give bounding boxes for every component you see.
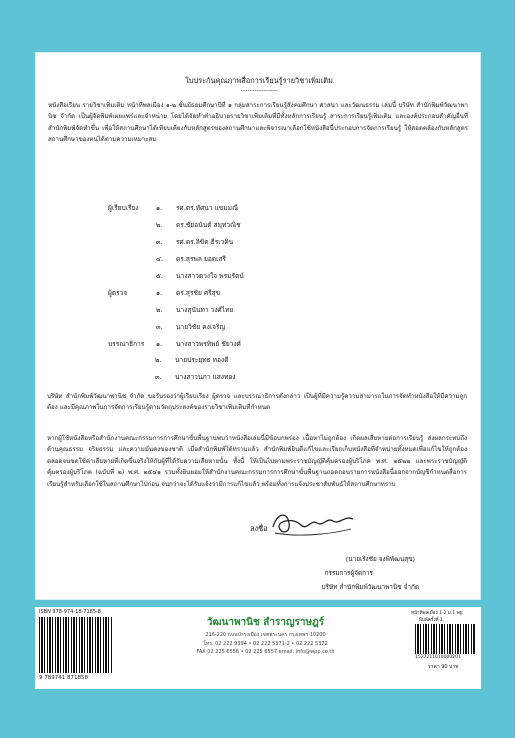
title-separator: ----------------	[240, 86, 278, 94]
reviewer-name: นายวิชัย คงเจริญ	[176, 323, 226, 331]
author-number: ๒.	[156, 221, 163, 229]
publisher-address: 216-220 ถนนบำรุงเมือง เขตพระนคร กรุงเทพฯ 10200	[205, 632, 326, 638]
isbn-barcode	[39, 617, 113, 673]
intro-paragraph: หนังสือเรียน รายวิชาเพิ่มเติม หน้าที่พลเมือง ๑-๒ ชั้นมัธยมศึกษาปีที่ ๑ กลุ่มสาระการเรียนรู้สังคมศึกษา ศาสนา และวัฒนธรรม เล่มนี้ บริษัท สำนักพิมพ์วัฒนาพานิช จำกัด เป็นผู้จัดพิมพ์เผยแพร่และจำหน่าย โดยได้จัดทำคำอธิบายรายวิชาเพิ่มเติมที่มีทั้งหลักการเรียนรู้ สาระการเรียนรู้เพิ่มเติม และองค์ประกอบสำคัญอื่นที่สำนักพิมพ์จัดทำขึ้น เพื่อให้สถานศึกษาได้เทียบเคียงกับหลักสูตรของสถานศึกษาและพิจารณาเลือกใช้หนังสือนี้ประกอบการจัดการเรียนรู้ ให้สอดคล้องกับหลักสูตรสถานศึกษาของตนได้ตามความเหมาะสม	[48, 102, 468, 144]
editor-name: นางสาวนภา แสงทอง	[175, 373, 236, 381]
reviewers-role-label: ผู้ตรวจ	[108, 289, 128, 297]
editor-number: ๒.	[155, 356, 162, 364]
author-number: ๔.	[156, 255, 164, 263]
authors-role-label: ผู้เรียบเรียง	[108, 204, 139, 212]
liability-paragraph: หากผู้ใช้หนังสือหรือสำนักงานคณะกรรมการการศึกษาขั้นพื้นฐานพบว่าหนังสือเล่มนี้มีข้อบกพร่อง เนื้อหาไม่ถูกต้อง เกิดผลเสียหายต่อการเรียนรู้ ส่งผลกระทบถึงด้านคุณธรรม จริยธรรม และความมั่นคงของชาติ เมื่อสำนักพิมพ์ได้ทราบแล้ว สำนักพิมพ์ยินดีแก้ไขและเรียกเก็บหนังสือที่จำหน่ายทั้งหมดเพื่อแก้ไขให้ถูกต้อง ตลอดจนชดใช้ค่าเสียหายที่เกิดขึ้นจริงให้กับผู้ที่ได้รับความเสียหายนั้น ทั้งนี้ ให้เป็นไปตามพระราชบัญญัติคุ้มครองผู้บริโภค พ.ศ. ๒๕๒๒ และพระราชบัญญัติคุ้มครองผู้บริโภค (ฉบับที่ ๒) พ.ศ. ๒๕๔๑ รวมทั้งยินยอมให้สำนักงานคณะกรรมการการศึกษาขั้นพื้นฐานถอดถอนรายการหนังสือนี้ออกจากบัญชีกำหนดสื่อการเรียนรู้สำหรับเลือกใช้ในสถานศึกษาไปก่อน จนกว่าจะได้รับแจ้งว่ามีการแก้ไขแล้ว พร้อมทั้งการแจ้งประชาสัมพันธ์ให้สถานศึกษาทราบ	[47, 435, 467, 488]
author-name: รศ.ดร.ทัศนา แขมมณี	[176, 204, 239, 212]
reviewer-name: ดร.สุรชัย ศรีสุข	[176, 289, 221, 297]
author-name: รศ.ดร.ลิขิต ธีรเวคิน	[176, 238, 234, 246]
author-name: ดร.ชัยอนันต์ สมุทวณิช	[176, 221, 241, 229]
document-title: ใบประกันคุณภาพสื่อการเรียนรู้รายวิชาเพิ่มเติม	[185, 76, 333, 85]
editors-role-label: บรรณาธิการ	[108, 340, 145, 348]
editor-name: นางสาวพรทิพย์ ชัยวงศ์	[176, 340, 241, 348]
publisher-fax-email: FAX 02 225 6556 • 02 225 6557 email: info@wpp.co.th	[196, 649, 335, 655]
publisher-name: วัฒนาพานิช สำราญราษฎร์	[206, 617, 325, 628]
editor-number: ๓.	[155, 373, 162, 381]
product-code: 1527211010000201	[415, 655, 461, 660]
publisher-phone: โทร. 02 222 9394 • 02 222 5371-2 • 02 222 5372	[203, 641, 328, 647]
company-name: บริษัท สำนักพิมพ์วัฒนาพานิช จำกัด	[321, 583, 419, 591]
sign-label: ลงชื่อ	[250, 524, 268, 533]
editor-name: นายประยุทธ ทองดี	[175, 356, 229, 364]
reviewer-number: ๒.	[156, 306, 163, 314]
reviewer-number: ๑.	[156, 289, 163, 297]
reviewer-number: ๓.	[156, 323, 163, 331]
footer-panel	[35, 607, 481, 689]
author-name: ดร.สุรพล ยอดเสรี	[176, 255, 226, 263]
guarantee-document	[35, 52, 481, 600]
isbn-text: ISBN 978-974-18-7185-8	[39, 609, 101, 615]
price-label: ราคา 90 บาท	[428, 664, 459, 670]
editor-number: ๑.	[156, 340, 163, 348]
author-name: นางสาวดวงใจ พรมรัตน์	[176, 272, 244, 280]
author-number: ๓.	[156, 238, 163, 246]
edition-text: พิมพ์ครั้งที่ 1	[419, 618, 443, 623]
isbn-digits: 9 789741 871858	[39, 675, 88, 681]
signer-name: (นายเริงชัย จงพิพัฒนสุข)	[345, 555, 415, 563]
reviewer-name: นางสุนันทา วงศ์ไทย	[176, 306, 234, 314]
author-number: ๕.	[156, 272, 164, 280]
product-barcode	[415, 624, 475, 654]
signer-title: กรรมการผู้จัดการ	[324, 569, 373, 577]
product-note: หน้าที่พลเมือง 1-2 ม.1 พฐ.	[411, 611, 464, 616]
certification-paragraph: บริษัท สำนักพิมพ์วัฒนาพานิช จำกัด ขอรับรองว่าผู้เรียบเรียง ผู้ตรวจ และบรรณาธิการดังกล่าว เป็นผู้ที่มีความรู้ความสามารถในการจัดทำหนังสือให้มีความถูกต้อง และมีคุณภาพในการจัดการเรียนรู้ตามวัตถุประสงค์ของรายวิชาเพิ่มเติมที่กำหนด	[47, 393, 467, 412]
author-number: ๑.	[156, 204, 163, 212]
